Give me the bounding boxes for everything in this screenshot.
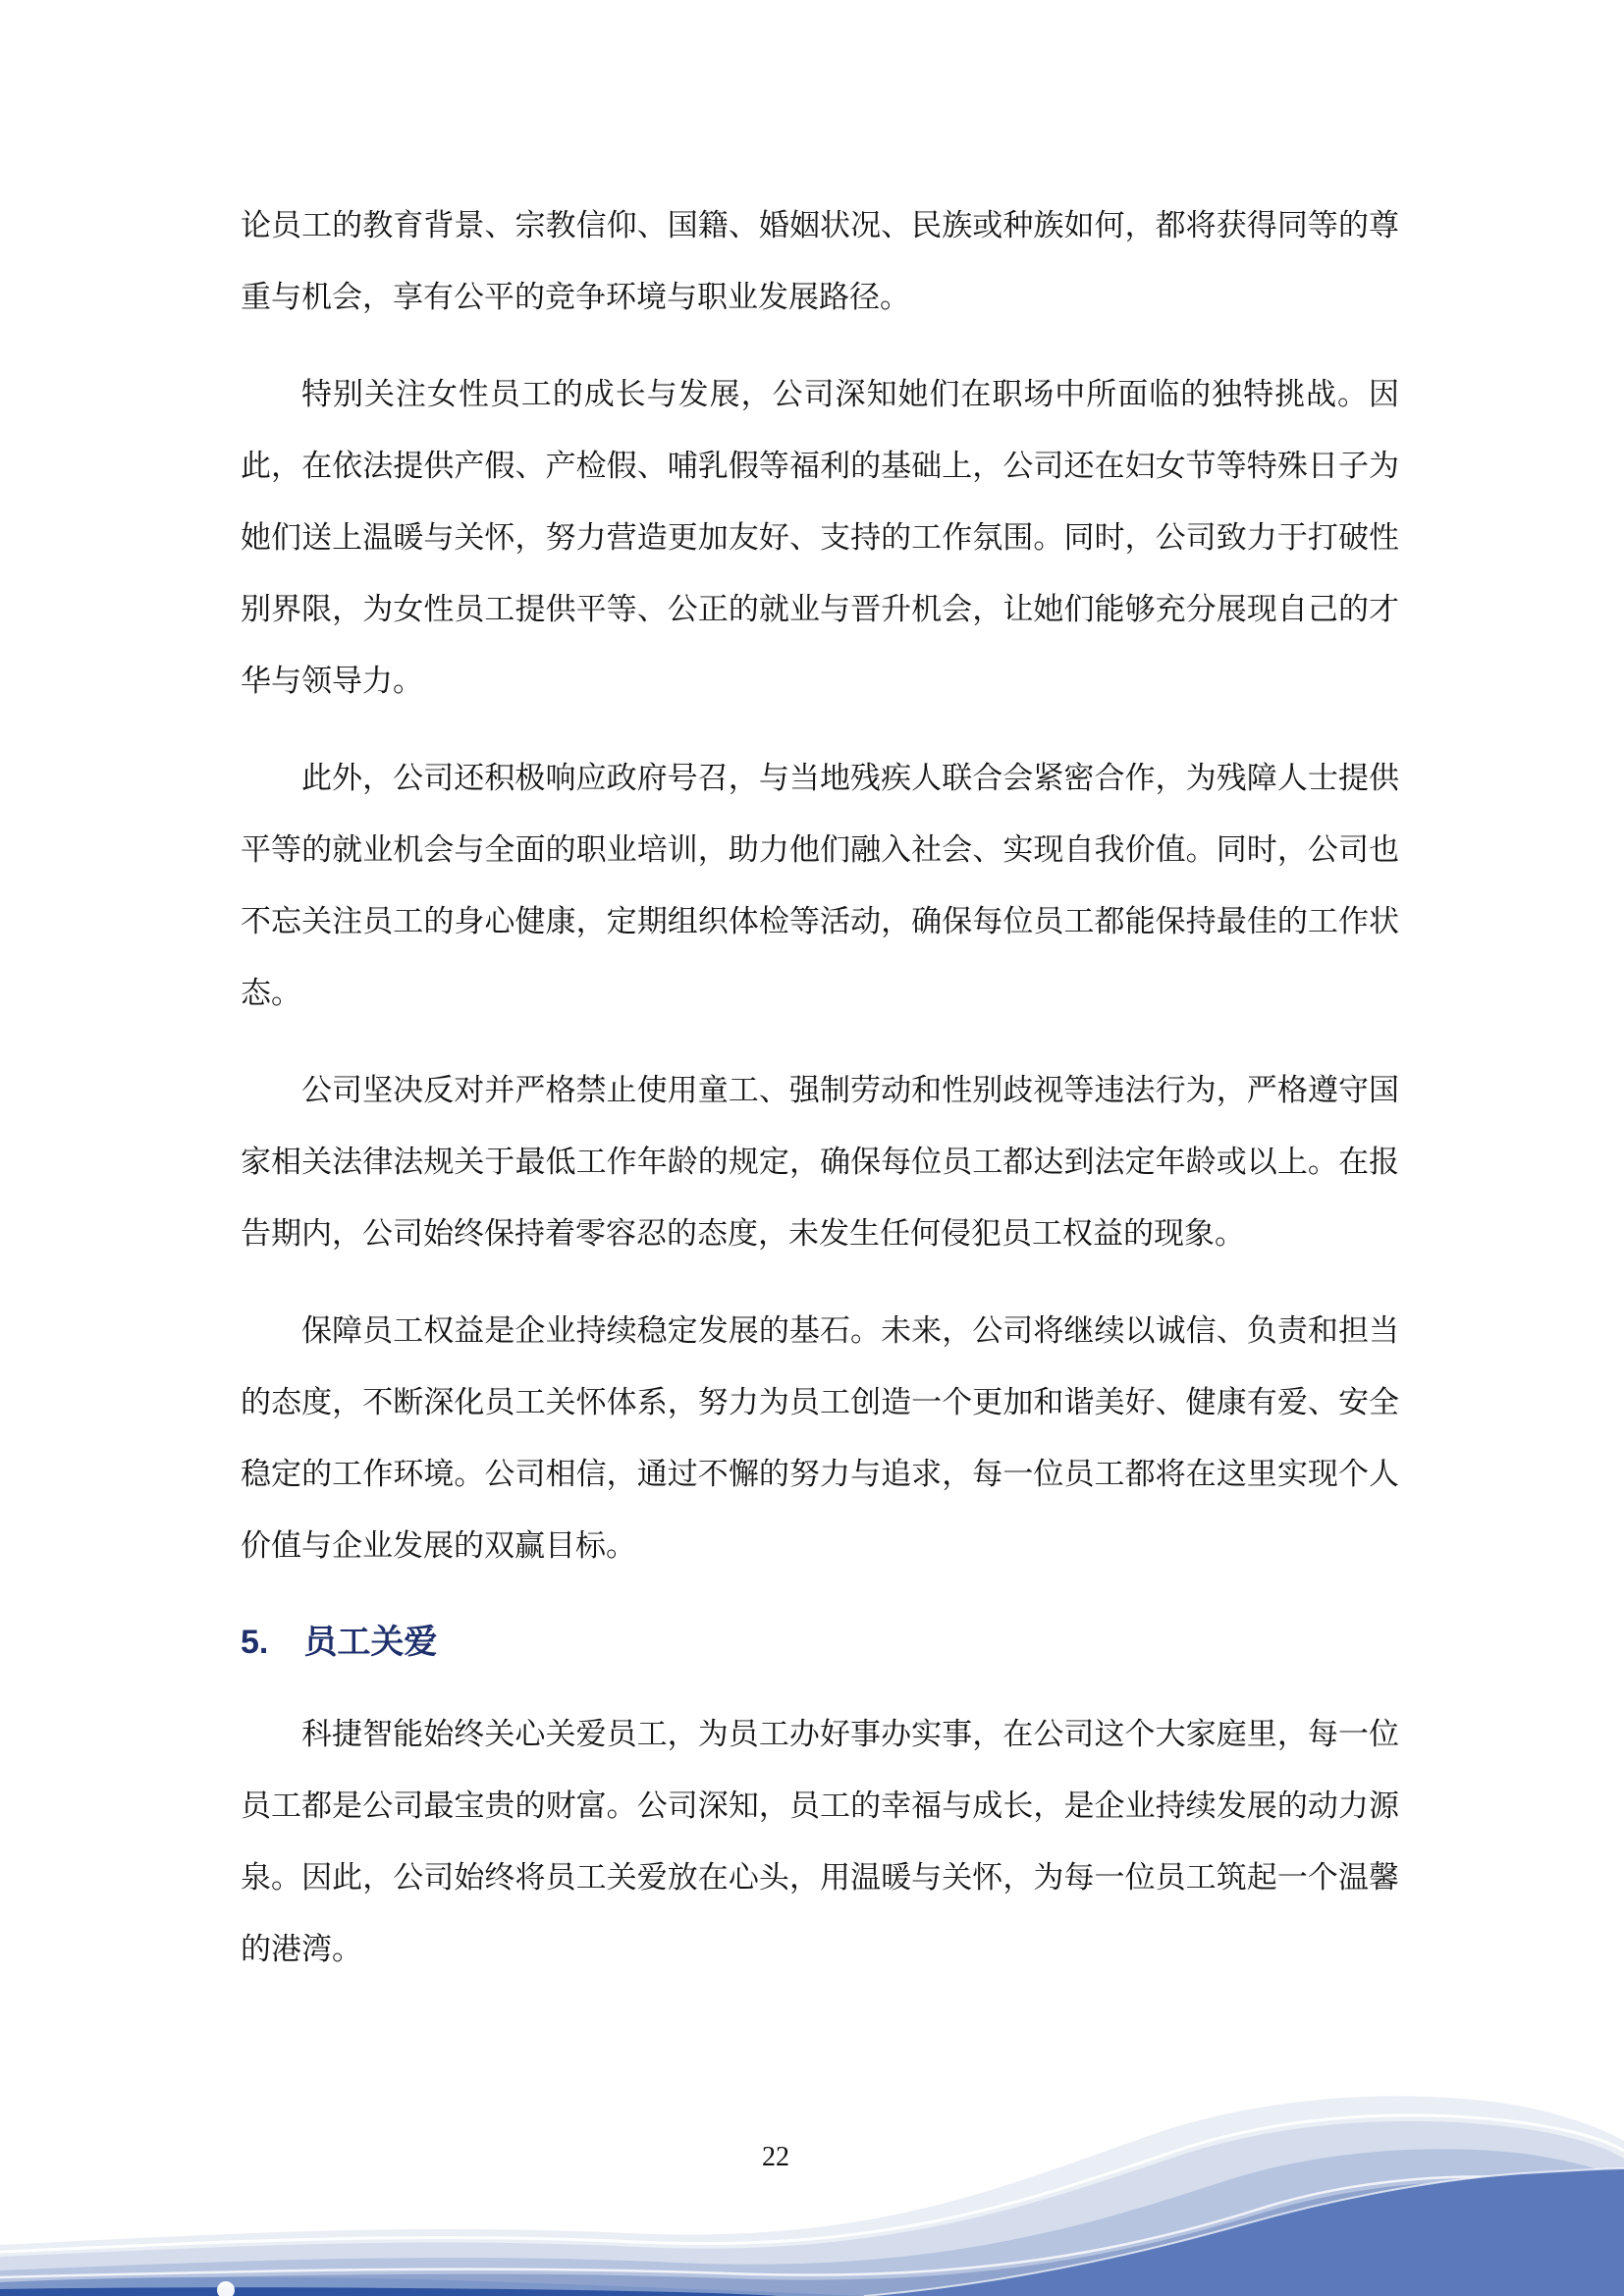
section-heading-number: 5.: [241, 1624, 269, 1661]
body-paragraph: 科捷智能始终关心关爱员工，为员工办好事办实事，在公司这个大家庭里，每一位员工都是公司最宝贵的财富。公司深知，员工的幸福与成长，是企业持续发展的动力源泉。因此，公司始终将员工关爱放在心头，用温暖与关怀，为每一位员工筑起一个温馨的港湾。: [241, 1717, 1399, 1966]
section-heading: [241, 1607, 1399, 1679]
body-paragraph: 特别关注女性员工的成长与发展，公司深知她们在职场中所面临的独特挑战。因此，在依法提供产假、产检假、哺乳假等福利的基础上，公司还在妇女节等特殊日子为她们送上温暖与关怀，努力营造更加友好、支持的工作氛围。同时，公司致力于打破性别界限，为女性员工提供平等、公正的就业与晋升机会，让她们能够充分展现自己的才华与领导力。: [241, 377, 1399, 698]
body-paragraph: 公司坚决反对并严格禁止使用童工、强制劳动和性别歧视等违法行为，严格遵守国家相关法律法规关于最低工作年龄的规定，确保每位员工都达到法定年龄或以上。在报告期内，公司始终保持着零容忍的态度，未发生任何侵犯员工权益的现象。: [241, 1073, 1399, 1251]
page-number: 22: [762, 2142, 789, 2172]
section-heading-title: 员工关爱: [303, 1624, 438, 1661]
page-body-text: [241, 189, 1399, 2010]
body-paragraph: 此外，公司还积极响应政府号召，与当地残疾人联合会紧密合作，为残障人士提供平等的就业机会与全面的职业培训，助力他们融入社会、实现自我价值。同时，公司也不忘关注员工的身心健康，定期组织体检等活动，确保每位员工都能保持最佳的工作状态。: [241, 761, 1399, 1010]
body-paragraph: 论员工的教育背景、宗教信仰、国籍、婚姻状况、民族或种族如何，都将获得同等的尊重与机会，享有公平的竞争环境与职业发展路径。: [241, 208, 1399, 314]
footer-wave-decoration: [0, 2090, 1624, 2296]
body-paragraph: 保障员工权益是企业持续稳定发展的基石。未来，公司将继续以诚信、负责和担当的态度，不断深化员工关怀体系，努力为员工创造一个更加和谐美好、健康有爱、安全稳定的工作环境。公司相信，通过不懈的努力与追求，每一位员工都将在这里实现个人价值与企业发展的双赢目标。: [241, 1313, 1399, 1563]
